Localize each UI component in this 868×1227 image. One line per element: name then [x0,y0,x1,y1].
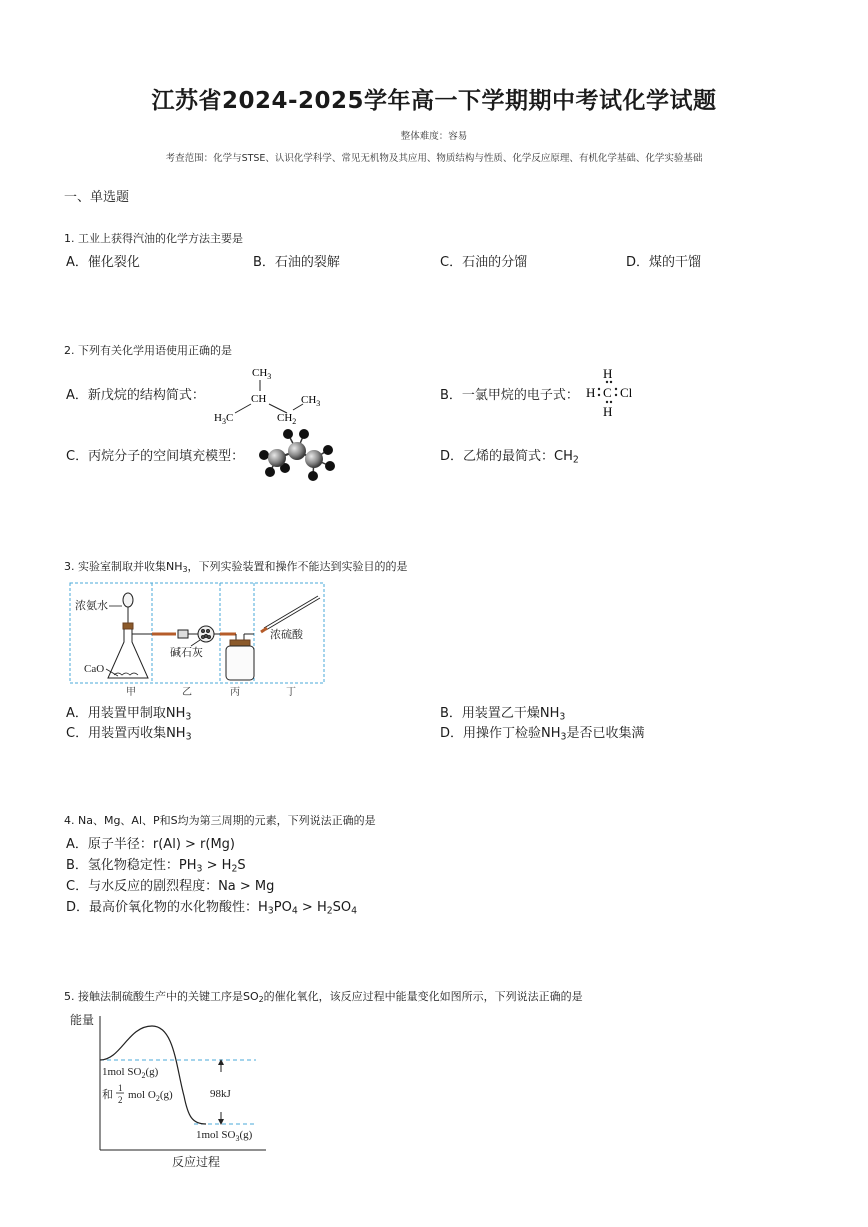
hydrogen-atom [259,450,269,460]
label-jia: 甲 [126,687,136,698]
label-cao: CaO [84,663,105,675]
energy-delta: 98kJ [210,1088,231,1100]
reactant-label-1: 1mol $SO_2(g)$ [102,1066,159,1080]
struct-ch: CH [251,393,267,405]
scope-label: 考查范围：化学与STSE、认识化学科学、常见无机物及其应用、物质结构与性质、化学反应原理、有机化学基础、化学实验基础 [165,153,703,164]
difficulty-label: 整体难度：容易 [400,131,468,142]
question-3-option-c: C．用装置丙收集$NH_3$ [66,726,192,743]
chloromethane-electron-formula [580,364,650,422]
half-denominator: 2 [118,1095,123,1105]
electron-c: C [603,385,612,400]
energy-axis-label: 能量 [70,1013,95,1027]
question-4-option-c: C．与水反应的剧烈程度：Na > Mg [66,879,275,894]
question-1-option-b: B．石油的裂解 [253,255,340,270]
carbon-atom [288,442,306,460]
question-1-option-c: C．石油的分馏 [440,255,528,270]
question-1-option-a: A．催化裂化 [66,255,140,270]
label-conc-acid: 浓硫酸 [270,628,303,641]
question-3-option-b: B．用装置乙干燥$NH_3$ [440,706,566,723]
electron-h-top: H [603,366,613,381]
question-1-stem: 1. 工业上获得汽油的化学方法主要是 [64,232,243,245]
energy-diagram [66,1006,276,1172]
process-axis-label: 反应过程 [172,1155,221,1169]
page-title: 江苏省2024-2025学年高一下学期期中考试化学试题 [151,88,717,114]
label-soda-lime: 碱石灰 [170,646,203,659]
bottle-bing [220,634,254,680]
reactant-label-2: mol $O_2(g)$ [128,1089,173,1103]
question-4-option-a: A．原子半径：r(Al) > r(Mg) [66,837,236,852]
question-2-option-a: A．新戊烷的结构简式： [66,388,205,403]
electron-h-bottom: H [603,404,613,419]
glass-rod-ding [261,596,320,632]
label-ammonia-water: 浓氨水 [75,599,108,612]
hydrogen-atom [283,429,293,439]
bond-line [235,404,251,413]
hydrogen-atom [323,445,333,455]
label-ding: 丁 [286,687,296,698]
struct-ch3-top: $CH_3$ [252,367,272,381]
electron-cl: Cl [620,385,633,400]
question-3-stem: 3. 实验室制取并收集$NH_3$，下列实验装置和操作不能达到实验目的的是 [64,560,408,574]
question-4-option-b: B．氢化物稳定性：$PH_3 > H_2S$ [66,858,246,875]
label-yi: 乙 [182,687,192,698]
struct-ch2: $CH_2$ [277,412,297,425]
hydrogen-atom [325,461,335,471]
question-2-option-d: D．乙烯的最简式：$CH_2$ [440,449,579,466]
drying-tube-yi [152,626,220,642]
section-heading: 一、单选题 [64,190,130,205]
question-5-stem: 5. 接触法制硫酸生产中的关键工序是$SO_2$的催化氧化，该反应过程中能量变化如图所示，下列说法正确的是 [64,990,583,1004]
half-numerator: 1 [118,1083,123,1093]
product-label: 1mol $SO_3(g)$ [196,1129,253,1143]
struct-h3c: $H_3C$ [214,412,234,425]
question-2-option-b: B．一氯甲烷的电子式： [440,388,579,403]
hydrogen-atom [265,467,275,477]
question-3-option-a: A．用装置甲制取$NH_3$ [66,706,192,723]
question-2-option-c: C．丙烷分子的空间填充模型： [66,449,245,464]
hydrogen-atom [299,429,309,439]
carbon-atom [268,449,286,467]
question-4-option-d: D．最高价氧化物的水化物酸性：$H_3PO_4 > H_2SO_4$ [66,900,358,917]
hydrogen-atom [308,471,318,481]
neopentane-structure [205,360,335,425]
struct-ch3-right: $CH_3$ [301,394,321,408]
ammonia-apparatus-figure [66,576,331,700]
reactant-label-he: 和 [102,1088,113,1101]
question-1-option-d: D．煤的干馏 [626,255,702,270]
question-2-stem: 2. 下列有关化学用语使用正确的是 [64,344,232,357]
question-4-stem: 4. Na、Mg、Al、P和S均为第三周期的元素，下列说法正确的是 [64,814,376,827]
carbon-atom [305,450,323,468]
question-3-option-d: D．用操作丁检验$NH_3$是否已收集满 [440,726,645,743]
propane-space-filling-model [252,424,340,484]
label-bing: 丙 [230,687,240,698]
electron-h-left: H [586,385,596,400]
